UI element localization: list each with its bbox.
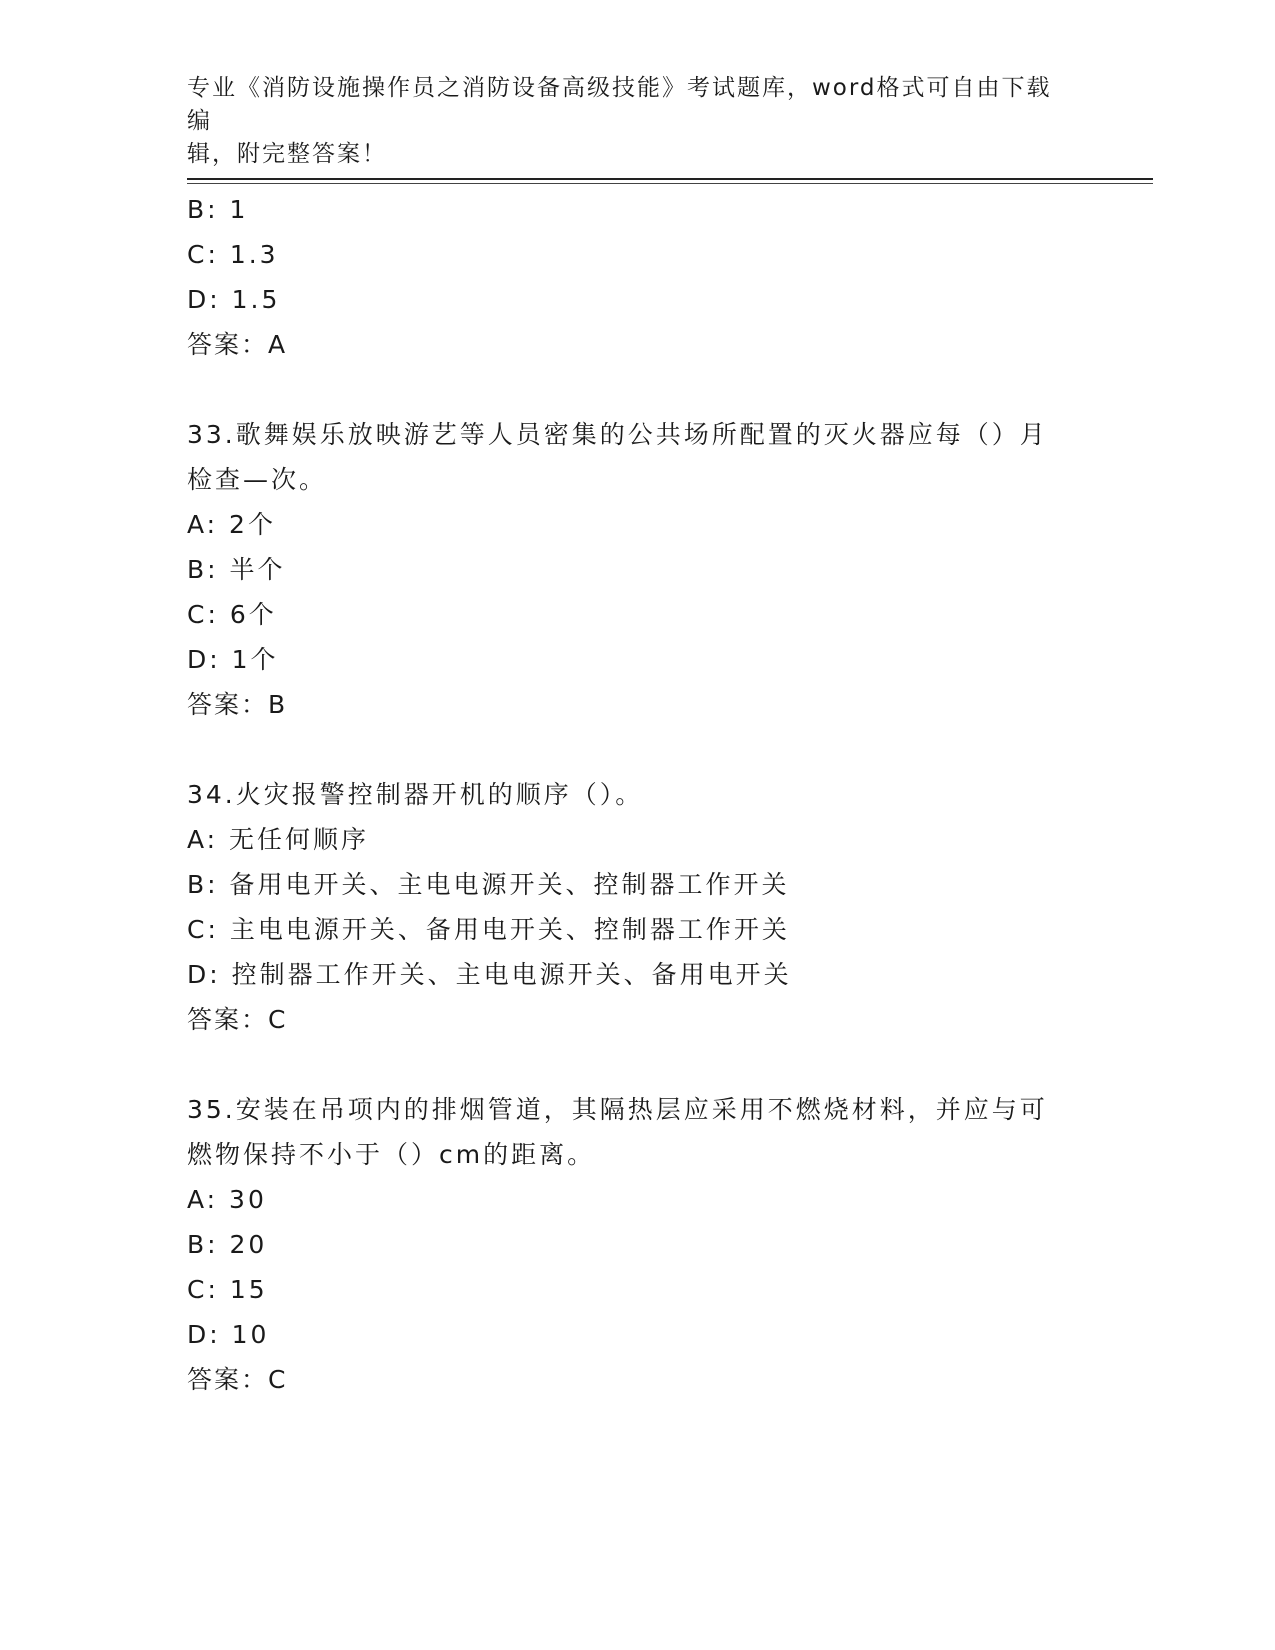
q34-answer: 答案：C xyxy=(187,1005,288,1034)
q35-option-a: A: 30 xyxy=(187,1185,267,1214)
q34-option-a: A: 无任何顺序 xyxy=(187,825,370,854)
q32-answer: 答案：A xyxy=(187,330,288,359)
q34-stem-line-1: 34.火灾报警控制器开机的顺序（）。 xyxy=(187,780,644,809)
q33-option-a: A: 2个 xyxy=(187,510,276,539)
document-header xyxy=(187,72,1067,171)
header-divider-thick xyxy=(187,178,1153,180)
q33-stem-line-2: 检查—次。 xyxy=(187,465,328,494)
q35-option-d: D: 10 xyxy=(187,1320,270,1349)
q33-option-b: B: 半个 xyxy=(187,555,286,584)
q34-option-c: C: 主电电源开关、备用电开关、控制器工作开关 xyxy=(187,915,790,944)
q34-option-d: D: 控制器工作开关、主电电源开关、备用电开关 xyxy=(187,960,792,989)
q35-option-b: B: 20 xyxy=(187,1230,268,1259)
q33-stem-line-1: 33.歌舞娱乐放映游艺等人员密集的公共场所配置的灭火器应每（）月 xyxy=(187,420,1048,449)
q32-option-c: C: 1.3 xyxy=(187,240,279,269)
q32-option-b: B: 1 xyxy=(187,195,249,224)
q35-stem-line-2: 燃物保持不小于（）cm的距离。 xyxy=(187,1140,596,1169)
header-line-1: 专业《消防设施操作员之消防设备高级技能》考试题库，word格式可自由下载编 xyxy=(187,75,1052,134)
q35-option-c: C: 15 xyxy=(187,1275,268,1304)
header-divider-thin xyxy=(187,183,1153,184)
q33-option-d: D: 1个 xyxy=(187,645,279,674)
q33-answer: 答案：B xyxy=(187,690,288,719)
q35-answer: 答案：C xyxy=(187,1365,288,1394)
q34-option-b: B: 备用电开关、主电电源开关、控制器工作开关 xyxy=(187,870,790,899)
header-line-2: 辑，附完整答案！ xyxy=(187,141,387,167)
q32-option-d: D: 1.5 xyxy=(187,285,281,314)
q33-option-c: C: 6个 xyxy=(187,600,277,629)
q35-stem-line-1: 35.安装在吊项内的排烟管道，其隔热层应采用不燃烧材料，并应与可 xyxy=(187,1095,1048,1124)
